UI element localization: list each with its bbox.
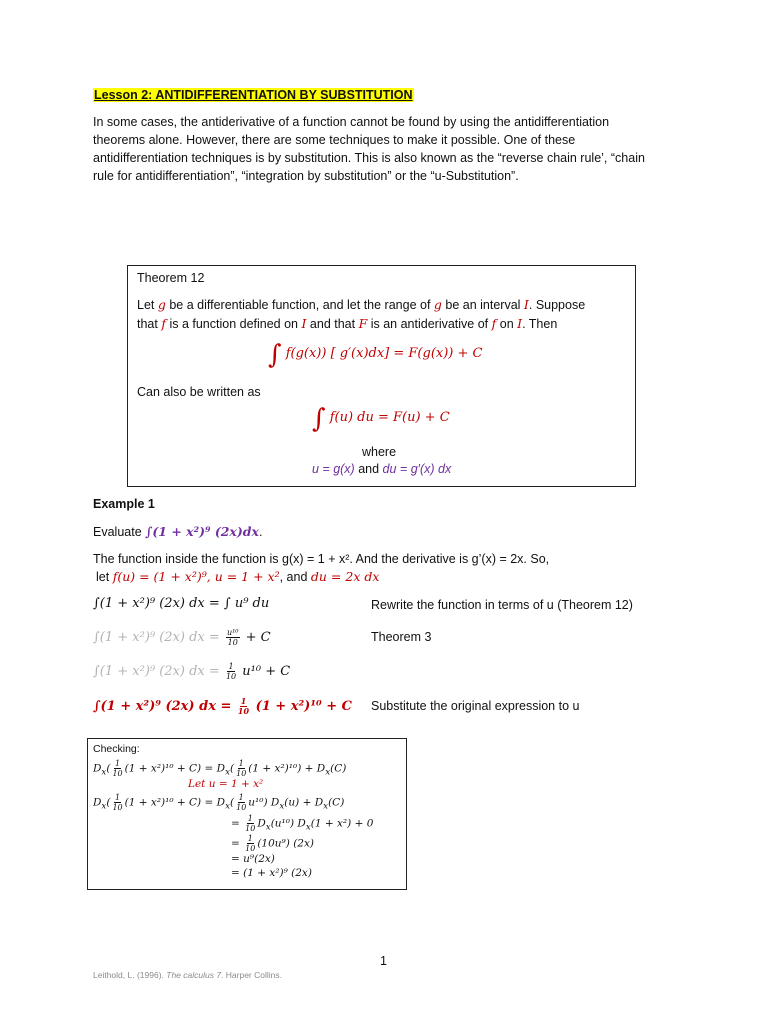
formula-text: f(u) du = F(u) + C [329,410,450,425]
checking-line-4: = $\frac{1}{10}$ (10u⁹) (2x) [231,834,314,853]
integral-sign: ∫ [268,340,282,370]
text: Evaluate [93,525,146,539]
theorem-formula-1 [268,342,482,368]
text: on [496,317,518,331]
checking-let-line: Let u = 1 + x² [188,778,264,790]
lesson-title: Lesson 2: ANTIDIFFERENTIATION BY SUBSTITUTION [94,88,413,102]
text: be a differentiable function, and let the range of [165,298,434,312]
numerator: 1 [240,696,247,706]
symbol-i: I [517,316,523,331]
citation-author: Leithold, L. (1996). [93,970,167,980]
symbol-i: I [523,297,529,312]
symbol-F: F [358,316,368,331]
text: that [137,317,162,331]
text: and that [306,317,359,331]
text: , and [279,570,311,584]
fraction [238,697,249,716]
text: is a function defined on [165,317,302,331]
step-1-note: Rewrite the function in terms of u (Theorem 12) [371,598,633,612]
symbol-f: f [161,316,166,331]
intro-paragraph [93,113,673,185]
expression: (u¹⁰) D [270,817,306,830]
fraction: $\frac{1}{10}$ [236,793,247,812]
let-u: , u = 1 + x² [206,569,280,584]
denominator: 10 [237,706,250,716]
theorem-line-1 [137,296,585,314]
step-2-note: Theorem 3 [371,630,432,644]
symbol-g: g [157,297,166,312]
expression: (C) [328,796,345,809]
expression: (u) + D [284,796,324,809]
let-du: du = 2x dx [310,569,380,584]
text: be an interval [441,298,524,312]
example-heading: Example 1 [93,497,155,511]
expression: (C) [330,762,347,775]
citation-title: The calculus 7 [166,970,222,980]
step-3-equation [93,662,290,681]
numerator: u¹⁰ [226,628,239,637]
fraction [226,662,236,681]
fraction: $\frac{1}{10}$ [236,759,247,778]
fraction: $\frac{1}{10}$ [112,759,123,778]
denominator: 10 [227,638,238,647]
checking-line-3: = $\frac{1}{10}$ $D_x(u^{10}) D_x(1 + x^2) + 0$ [231,814,374,833]
equation-rhs: (1 + x²)¹⁰ + C [255,699,352,714]
intro-line: rule for antidifferentiation”, “integration by substitution” or the “u-Substitution”. [93,169,519,183]
intro-line: theorems alone. However, there are some techniques to make it possible. One of these [93,133,576,147]
equation-rhs: u¹⁰ + C [242,664,291,679]
text: and [354,462,383,476]
equation-rhs: + C [245,630,271,645]
also-written-label: Can also be written as [137,385,261,399]
where-definitions [312,460,451,478]
fraction [226,628,240,647]
intro-line: In some cases, the antiderivative of a function cannot be found by using the antidifferentiation [93,115,610,129]
checking-line-2: $D_x$( $\frac{1}{10}$ $(1 + x^2)^{10} + C) = D_x$( $\frac{1}{10}$ u¹⁰) $D_x(u) + D_x(C)$ [93,793,345,812]
citation [93,970,282,980]
theorem-formula-2 [312,406,450,432]
du-definition: du = g′(x) dx [382,462,452,476]
intro-line: antidifferentiation techniques is by substitution. This is also known as the “reverse chain rule’, “chain [93,151,645,165]
u-definition: u = g(x) [312,462,355,476]
let-line [96,568,379,586]
fraction: $\frac{1}{10}$ [112,793,123,812]
checking-line-6: = (1 + x²)⁹ (2x) [231,867,312,879]
step-4-equation [93,697,352,716]
checking-line-5: = u⁹(2x) [231,853,275,865]
let-f: f(u) = (1 + x²)⁹ [112,569,207,584]
expression: u¹⁰) D [248,796,280,809]
expression: ∫(1 + x²)⁹ (2x)dx [145,524,259,539]
step-4-note: Substitute the original expression to u [371,699,580,713]
text: is an antiderivative of [367,317,492,331]
formula-text: f(g(x)) [ g′(x)dx] = F(g(x)) + C [285,346,483,361]
page-number: 1 [380,954,387,968]
text: . Then [522,317,558,331]
checking-line-1: $D_x$( $\frac{1}{10}$ $(1 + x^2)^{10} + C) = D_x$( $\frac{1}{10}$ $(1 + x^2)^{10}) + D_x(C)$ [93,759,347,778]
symbol-i: I [301,316,307,331]
denominator: 10 [225,672,237,681]
evaluate-line [93,523,262,541]
equation-lhs: ∫(1 + x²)⁹ (2x) dx = [93,699,232,714]
expression: (10u⁹) (2x) [257,837,314,850]
theorem-title: Theorem 12 [137,271,205,285]
checking-label: Checking: [93,743,140,755]
expression: (1 + x²)¹⁰ + C) = D [124,762,226,775]
text: . Suppose [528,298,586,312]
text: . [259,525,263,539]
symbol-g: g [433,297,442,312]
expression: (1 + x²)¹⁰) + D [248,762,326,775]
theorem-line-2 [137,315,557,333]
citation-publisher: . Harper Collins. [221,970,282,980]
text: let [96,570,113,584]
inside-function-line: The function inside the function is g(x) = 1 + x². And the derivative is g’(x) = 2x. So, [93,552,550,566]
symbol-f: f [491,316,497,331]
where-label: where [362,445,397,459]
text: Let [137,298,158,312]
fraction: $\frac{1}{10}$ [245,834,256,853]
equation-lhs: ∫(1 + x²)⁹ (2x) dx = [93,664,220,679]
derivative-operator: D [93,762,102,775]
expression: (1 + x²) + 0 [310,817,374,830]
expression: D [257,817,266,830]
equation-lhs: ∫(1 + x²)⁹ (2x) dx = [93,630,220,645]
integral-sign: ∫ [312,404,326,434]
step-2-equation [93,628,271,647]
step-1-equation: ∫(1 + x²)⁹ (2x) dx = ∫ u⁹ du [93,596,270,611]
expression: (1 + x²)¹⁰ + C) = D [124,796,226,809]
numerator: 1 [228,662,234,671]
fraction: $\frac{1}{10}$ [245,814,256,833]
